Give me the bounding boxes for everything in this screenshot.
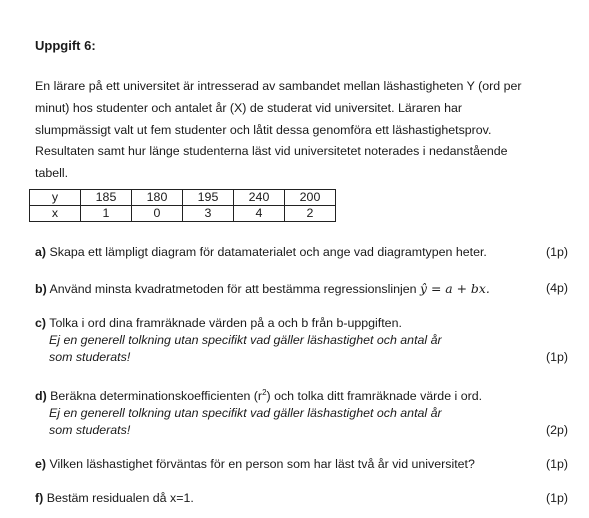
question-label: b) [35,282,47,296]
question-c [35,315,568,366]
table-row [30,190,336,206]
question-points: (4p) [545,281,568,295]
question-text: Använd minsta kvadratmetoden för att bestämma regressionslinjen [49,282,417,296]
question-f [35,490,568,507]
question-a [35,244,568,261]
question-text: Tolka i ord dina framräknade värden på a och b från b-uppgiften. [49,316,402,330]
data-table [29,189,336,222]
question-points: (1p) [545,245,568,259]
question-text: Skapa ett lämpligt diagram för datamaterialet och ange vad diagramtypen heter. [49,245,487,259]
question-points: (1p) [545,457,568,471]
question-label: d) [35,389,47,404]
question-label: c) [35,316,47,330]
intro-line: slumpmässigt valt ut fem studenter och låtit dessa genomföra ett läshastighetsprov. [35,122,492,137]
table-cell: 200 [285,190,336,206]
table-cell: 3 [183,206,234,222]
question-label: e) [35,457,47,471]
intro-line: Resultaten samt hur länge studenterna läst vid universitetet noterades i nedanstående [35,144,508,159]
table-cell: 195 [183,190,234,206]
question-points: (1p) [545,491,568,505]
question-note: Ej en generell tolkning utan specifikt vad gäller läshastighet och antal år [49,333,442,347]
intro-line: En lärare på ett universitet är intresserad av sambandet mellan läshastigheten Y (ord per [35,79,522,93]
question-d [35,384,568,439]
table-cell: 1 [81,206,132,222]
table-cell: 185 [81,190,132,206]
table-row-label: x [30,206,81,222]
question-e [35,456,568,473]
table-cell: 0 [132,206,183,222]
question-label: f) [35,491,44,505]
task-title: Uppgift 6: [35,38,96,53]
table-cell: 2 [285,206,336,222]
question-note: Ej en generell tolkning utan specifikt vad gäller läshastighet och antal år [49,406,442,421]
table-row-label: y [30,190,81,206]
question-text: Vilken läshastighet förväntas för en person som har läst två år vid universitet? [49,457,475,471]
intro-line: minut) hos studenter och antalet år (X) de studerat vid universitet. Läraren har [35,100,463,115]
question-points: (1p) [545,350,568,364]
question-b [35,280,568,298]
intro-paragraph [35,76,565,185]
question-text: Beräkna determinationskoefficienten (r [50,389,263,404]
question-label: a) [35,245,47,259]
question-text: Bestäm residualen då x=1. [46,491,194,505]
intro-line: tabell. [35,166,69,181]
table-cell: 180 [132,190,183,206]
question-text: ) och tolka ditt framräknade värde i ord. [266,389,483,404]
question-points: (2p) [545,423,568,438]
table-row [30,206,336,222]
table-cell: 4 [234,206,285,222]
regression-formula: ŷ = a + bx. [420,281,490,296]
question-note: som studerats! [49,350,131,364]
superscript: 2 [262,388,267,397]
table-cell: 240 [234,190,285,206]
question-note: som studerats! [49,423,131,438]
